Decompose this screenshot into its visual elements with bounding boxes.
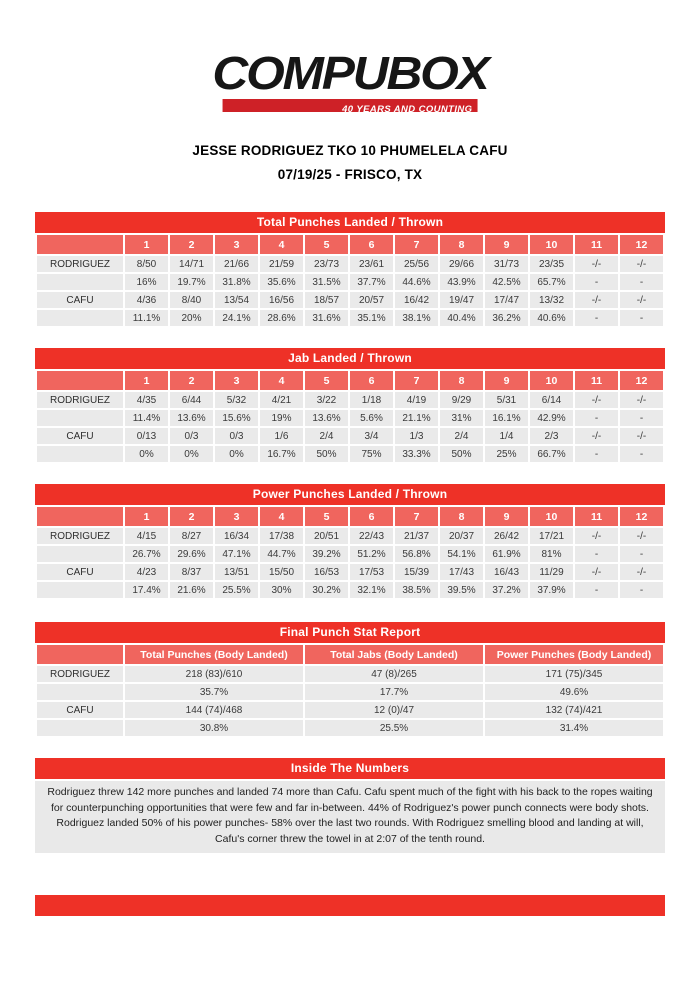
stat-cell: 5/32	[215, 392, 258, 408]
column-header-cell: 2	[170, 235, 213, 254]
fighter-name-cell: RODRIGUEZ	[37, 666, 123, 682]
stat-cell: -	[575, 546, 618, 562]
column-header-cell: 11	[575, 507, 618, 526]
stats-table	[35, 233, 665, 328]
stat-cell: 49.6%	[485, 684, 663, 700]
stat-cell: 0%	[215, 446, 258, 462]
stats-table	[35, 643, 665, 738]
stat-cell: 0%	[170, 446, 213, 462]
column-header-cell: 3	[215, 235, 258, 254]
logo-tagline: 40 YEARS AND COUNTING	[342, 103, 473, 115]
column-header-cell: 4	[260, 235, 303, 254]
stat-cell: 40.6%	[530, 310, 573, 326]
stat-cell: 20/57	[350, 292, 393, 308]
column-header-cell: 9	[485, 235, 528, 254]
stat-cell: -/-	[575, 428, 618, 444]
stat-cell: 44.7%	[260, 546, 303, 562]
stat-cell: 18/57	[305, 292, 348, 308]
stat-cell: 31.8%	[215, 274, 258, 290]
column-header-cell: 12	[620, 371, 663, 390]
stat-cell: 8/50	[125, 256, 168, 272]
fighter-name-cell: CAFU	[37, 564, 123, 580]
stat-cell: 6/44	[170, 392, 213, 408]
stat-cell: 4/35	[125, 392, 168, 408]
stat-cell: 25.5%	[305, 720, 483, 736]
stat-cell: -/-	[575, 528, 618, 544]
stat-cell: 9/29	[440, 392, 483, 408]
table-title: Total Punches Landed / Thrown	[35, 212, 665, 233]
stat-cell: 65.7%	[530, 274, 573, 290]
stat-cell: 0/3	[170, 428, 213, 444]
stats-table	[35, 505, 665, 600]
column-header-cell: 2	[170, 507, 213, 526]
jab-table-section	[35, 348, 665, 464]
compubox-logo	[212, 47, 488, 115]
column-header-cell: 12	[620, 507, 663, 526]
stat-cell: -/-	[620, 292, 663, 308]
stat-cell: 1/18	[350, 392, 393, 408]
stat-cell: 3/22	[305, 392, 348, 408]
compubox-wordmark: COMPUBOX	[212, 47, 488, 99]
stats-table	[35, 369, 665, 464]
stat-cell: 30.8%	[125, 720, 303, 736]
stat-cell: -/-	[620, 256, 663, 272]
stat-cell: 2/4	[305, 428, 348, 444]
stat-cell: 31.5%	[305, 274, 348, 290]
column-header-cell: 1	[125, 371, 168, 390]
stat-cell: 36.2%	[485, 310, 528, 326]
stat-cell: 29.6%	[170, 546, 213, 562]
stat-cell: -/-	[575, 564, 618, 580]
stat-cell: 54.1%	[440, 546, 483, 562]
stat-cell: 39.5%	[440, 582, 483, 598]
stat-cell: 26.7%	[125, 546, 168, 562]
fighter-name-cell: RODRIGUEZ	[37, 528, 123, 544]
stat-cell: -/-	[575, 292, 618, 308]
column-header-cell: 11	[575, 371, 618, 390]
stat-cell: 0%	[125, 446, 168, 462]
stat-cell: 39.2%	[305, 546, 348, 562]
fighter-name-cell	[37, 582, 123, 598]
stat-cell: 15/39	[395, 564, 438, 580]
stat-cell: 21/59	[260, 256, 303, 272]
stat-cell: 23/61	[350, 256, 393, 272]
stat-cell: 16/43	[485, 564, 528, 580]
stat-cell: 17.7%	[305, 684, 483, 700]
stat-cell: 13.6%	[305, 410, 348, 426]
column-header-cell: 10	[530, 507, 573, 526]
fighter-name-cell	[37, 720, 123, 736]
column-header-cell: Total Punches (Body Landed)	[125, 645, 303, 664]
power-punches-table-section	[35, 484, 665, 600]
column-header-cell: 8	[440, 507, 483, 526]
stat-cell: 1/4	[485, 428, 528, 444]
fighter-name-cell: CAFU	[37, 702, 123, 718]
stat-cell: -/-	[575, 392, 618, 408]
fight-date-location: 07/19/25 - FRISCO, TX	[277, 167, 423, 182]
column-header-cell: 6	[350, 507, 393, 526]
column-header-cell: 1	[125, 235, 168, 254]
stat-cell: -/-	[620, 564, 663, 580]
stat-cell: -	[575, 410, 618, 426]
fight-result-title: JESSE RODRIGUEZ TKO 10 PHUMELELA CAFU	[192, 143, 508, 158]
stat-cell: 1/6	[260, 428, 303, 444]
stat-cell: 8/27	[170, 528, 213, 544]
stat-cell: 144 (74)/468	[125, 702, 303, 718]
stat-cell: 50%	[440, 446, 483, 462]
stat-cell: 35.7%	[125, 684, 303, 700]
stat-cell: 61.9%	[485, 546, 528, 562]
column-header-cell: 4	[260, 371, 303, 390]
stat-cell: 1/3	[395, 428, 438, 444]
stat-cell: 42.9%	[530, 410, 573, 426]
stat-cell: 14/71	[170, 256, 213, 272]
stat-cell: 3/4	[350, 428, 393, 444]
table-title: Jab Landed / Thrown	[35, 348, 665, 369]
column-header-cell: Power Punches (Body Landed)	[485, 645, 663, 664]
column-header-cell: 6	[350, 235, 393, 254]
stat-cell: 31%	[440, 410, 483, 426]
stat-cell: 17.4%	[125, 582, 168, 598]
stat-cell: 13/51	[215, 564, 258, 580]
stat-cell: 21/37	[395, 528, 438, 544]
stat-cell: 66.7%	[530, 446, 573, 462]
stat-cell: 23/35	[530, 256, 573, 272]
inside-the-numbers-title: Inside The Numbers	[35, 758, 665, 779]
stat-cell: 28.6%	[260, 310, 303, 326]
stat-cell: 31/73	[485, 256, 528, 272]
stat-cell: 17/47	[485, 292, 528, 308]
stat-cell: 16.1%	[485, 410, 528, 426]
stat-cell: -	[620, 446, 663, 462]
stat-cell: 15/50	[260, 564, 303, 580]
table-title: Final Punch Stat Report	[35, 622, 665, 643]
stat-cell: -/-	[620, 428, 663, 444]
stat-cell: 19%	[260, 410, 303, 426]
stat-cell: 21.1%	[395, 410, 438, 426]
stat-cell: 23/73	[305, 256, 348, 272]
fighter-name-cell: RODRIGUEZ	[37, 392, 123, 408]
stat-cell: -	[620, 274, 663, 290]
stat-cell: 31.4%	[485, 720, 663, 736]
stat-cell: 29/66	[440, 256, 483, 272]
stat-cell: 8/40	[170, 292, 213, 308]
stat-cell: -	[575, 446, 618, 462]
stat-cell: 16%	[125, 274, 168, 290]
stat-cell: 38.1%	[395, 310, 438, 326]
stat-cell: 20%	[170, 310, 213, 326]
stat-cell: 16/53	[305, 564, 348, 580]
stat-cell: 17/43	[440, 564, 483, 580]
fighter-name-cell: CAFU	[37, 428, 123, 444]
column-header-cell: 2	[170, 371, 213, 390]
column-header-cell: Total Jabs (Body Landed)	[305, 645, 483, 664]
fighter-name-cell	[37, 410, 123, 426]
stat-cell: 47 (8)/265	[305, 666, 483, 682]
inside-the-numbers-section	[35, 758, 665, 853]
stat-cell: 19.7%	[170, 274, 213, 290]
stat-cell: 50%	[305, 446, 348, 462]
stat-cell: 26/42	[485, 528, 528, 544]
stat-cell: 51.2%	[350, 546, 393, 562]
stat-cell: 33.3%	[395, 446, 438, 462]
stat-cell: 24.1%	[215, 310, 258, 326]
stat-cell: -/-	[620, 528, 663, 544]
stat-cell: -	[575, 582, 618, 598]
final-punch-stat-section	[35, 622, 665, 738]
stat-cell: 16/34	[215, 528, 258, 544]
stat-cell: 30%	[260, 582, 303, 598]
stat-cell: 2/4	[440, 428, 483, 444]
stat-cell: 13.6%	[170, 410, 213, 426]
stat-cell: -/-	[620, 392, 663, 408]
stat-cell: 11.1%	[125, 310, 168, 326]
stat-cell: 42.5%	[485, 274, 528, 290]
stat-cell: 6/14	[530, 392, 573, 408]
logo-tagline-bar	[223, 99, 478, 115]
stat-cell: 75%	[350, 446, 393, 462]
stat-cell: 44.6%	[395, 274, 438, 290]
stat-cell: 16.7%	[260, 446, 303, 462]
stat-cell: 19/47	[440, 292, 483, 308]
column-header-cell: 8	[440, 371, 483, 390]
footer-red-bar	[35, 895, 665, 916]
stat-cell: 11.4%	[125, 410, 168, 426]
stat-cell: 17/53	[350, 564, 393, 580]
stat-cell: -/-	[575, 256, 618, 272]
stat-cell: 4/15	[125, 528, 168, 544]
fighter-name-cell: RODRIGUEZ	[37, 256, 123, 272]
corner-cell	[37, 371, 123, 390]
total-punches-table-section	[35, 212, 665, 328]
stat-cell: 132 (74)/421	[485, 702, 663, 718]
fighter-name-cell	[37, 684, 123, 700]
stat-cell: 218 (83)/610	[125, 666, 303, 682]
corner-cell	[37, 507, 123, 526]
column-header-cell: 8	[440, 235, 483, 254]
column-header-cell: 10	[530, 235, 573, 254]
fighter-name-cell	[37, 274, 123, 290]
stat-cell: 31.6%	[305, 310, 348, 326]
stat-cell: 8/37	[170, 564, 213, 580]
stat-cell: -	[575, 310, 618, 326]
stat-cell: 13/32	[530, 292, 573, 308]
stat-cell: 25/56	[395, 256, 438, 272]
column-header-cell: 6	[350, 371, 393, 390]
stat-cell: 17/21	[530, 528, 573, 544]
stat-cell: 47.1%	[215, 546, 258, 562]
stat-cell: 21.6%	[170, 582, 213, 598]
fighter-name-cell: CAFU	[37, 292, 123, 308]
stat-cell: 40.4%	[440, 310, 483, 326]
stat-cell: 56.8%	[395, 546, 438, 562]
column-header-cell: 5	[305, 371, 348, 390]
stat-cell: 4/36	[125, 292, 168, 308]
stat-cell: 16/56	[260, 292, 303, 308]
column-header-cell: 11	[575, 235, 618, 254]
fighter-name-cell	[37, 310, 123, 326]
stat-cell: 12 (0)/47	[305, 702, 483, 718]
stat-cell: -	[620, 310, 663, 326]
stat-cell: 4/23	[125, 564, 168, 580]
stat-cell: 25.5%	[215, 582, 258, 598]
stat-cell: 22/43	[350, 528, 393, 544]
stat-cell: 13/54	[215, 292, 258, 308]
stat-cell: 37.7%	[350, 274, 393, 290]
stat-cell: -	[620, 582, 663, 598]
stat-cell: 25%	[485, 446, 528, 462]
stat-cell: 0/3	[215, 428, 258, 444]
inside-the-numbers-text: Rodriguez threw 142 more punches and landed 74 more than Cafu. Cafu spent much of the fight with his back to the ropes waiting for counterpunching opportunities that were few and far in-between. 44% of Rodriguez's power punch connects were body shots. Rodriguez landed 50% of his power punches- 58% over the last two rounds. With Rodriguez smelling blood and landing at will, Cafu's corner threw the towel in at 2:07 of the tenth round.	[35, 781, 665, 853]
stat-cell: 15.6%	[215, 410, 258, 426]
stat-cell: 30.2%	[305, 582, 348, 598]
fighter-name-cell	[37, 546, 123, 562]
stat-cell: 35.6%	[260, 274, 303, 290]
corner-cell	[37, 645, 123, 664]
stat-cell: 21/66	[215, 256, 258, 272]
stat-cell: 43.9%	[440, 274, 483, 290]
stat-cell: -	[620, 546, 663, 562]
column-header-cell: 5	[305, 507, 348, 526]
stat-cell: 4/19	[395, 392, 438, 408]
column-header-cell: 5	[305, 235, 348, 254]
corner-cell	[37, 235, 123, 254]
column-header-cell: 9	[485, 507, 528, 526]
column-header-cell: 9	[485, 371, 528, 390]
column-header-cell: 12	[620, 235, 663, 254]
column-header-cell: 4	[260, 507, 303, 526]
stat-cell: 5.6%	[350, 410, 393, 426]
stat-cell: 20/51	[305, 528, 348, 544]
table-title: Power Punches Landed / Thrown	[35, 484, 665, 505]
stat-cell: 16/42	[395, 292, 438, 308]
column-header-cell: 1	[125, 507, 168, 526]
stat-cell: 171 (75)/345	[485, 666, 663, 682]
column-header-cell: 7	[395, 371, 438, 390]
stat-cell: -	[575, 274, 618, 290]
column-header-cell: 7	[395, 235, 438, 254]
stat-cell: 35.1%	[350, 310, 393, 326]
stat-cell: 37.9%	[530, 582, 573, 598]
column-header-cell: 3	[215, 371, 258, 390]
stat-cell: 20/37	[440, 528, 483, 544]
column-header-cell: 3	[215, 507, 258, 526]
stat-cell: 5/31	[485, 392, 528, 408]
stat-cell: -	[620, 410, 663, 426]
stat-cell: 38.5%	[395, 582, 438, 598]
fighter-name-cell	[37, 446, 123, 462]
stat-cell: 4/21	[260, 392, 303, 408]
stat-cell: 32.1%	[350, 582, 393, 598]
column-header-cell: 7	[395, 507, 438, 526]
stat-cell: 37.2%	[485, 582, 528, 598]
stat-cell: 17/38	[260, 528, 303, 544]
stat-cell: 0/13	[125, 428, 168, 444]
stat-cell: 81%	[530, 546, 573, 562]
column-header-cell: 10	[530, 371, 573, 390]
stat-cell: 2/3	[530, 428, 573, 444]
stat-cell: 11/29	[530, 564, 573, 580]
